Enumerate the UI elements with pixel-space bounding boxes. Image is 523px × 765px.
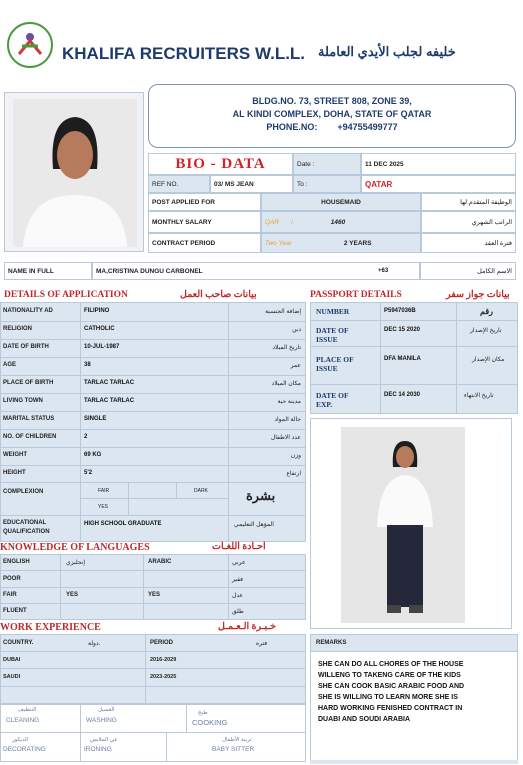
complexion-label: COMPLEXION [3, 489, 44, 495]
remarks-line: HARD WORKING FENISHED CONTRACT IN [318, 705, 463, 712]
arabic-arabic: عربي [232, 560, 246, 566]
languages-title: KNOWLEDGE OF LANGUAGES [0, 542, 150, 553]
experience-row-2-country: SAUDI [3, 674, 21, 680]
weight-value: 69 KG [84, 452, 102, 458]
passport-number: P5947036B [384, 308, 416, 314]
passport-title: PASSPORT DETAILS [310, 290, 402, 300]
skill-babysitter: BABY SITTER [212, 746, 255, 753]
period-value-cell [261, 233, 421, 253]
height-value: 5'2 [84, 470, 93, 476]
marital-status-value: SINGLE [84, 416, 107, 422]
place-of-birth-value: TARLAC TARLAC [84, 380, 135, 386]
passport-number-label: NUMBER [316, 307, 350, 316]
education-value: HIGH SCHOOL GRADUATE [84, 521, 162, 527]
age-value: 38 [84, 362, 91, 368]
ref-value: 03/ MS JEAN [210, 175, 293, 193]
post-value: HOUSEMAID [261, 193, 421, 211]
children-label: NO. OF CHILDREN [3, 434, 57, 440]
skill-washing: WASHING [86, 717, 117, 724]
salary-value: 1460 [330, 218, 346, 226]
issue-place-arabic: مكان الإصدار [472, 357, 505, 363]
nationality-value: FILIPINO [84, 308, 110, 314]
remarks-text [318, 659, 464, 725]
remarks-line: SHE IS WILLING TO LEARN MORE SHE IS [318, 694, 458, 701]
passport-photo [4, 92, 144, 252]
name-arabic: الاسم الكامل [420, 262, 516, 280]
currency-slash: /. [291, 218, 295, 226]
remarks-line: SHE CAN DO ALL CHORES OF THE HOUSE [318, 661, 464, 668]
living-town-arabic: مدينة حية [277, 399, 301, 405]
education-arabic: المؤهل التعليمي [234, 522, 274, 528]
nationality-label: NATIONALITY AD [3, 308, 53, 314]
date-label: Date : [293, 153, 361, 175]
arabic-fair-value: YES [148, 592, 161, 598]
skill-babysitter-arabic: تربية الأطفال [222, 737, 252, 743]
issue-date-arabic: تاريخ الإصدار [470, 328, 502, 334]
application-title: DETAILS OF APPLICATION [4, 290, 128, 300]
issue-date-label: DATE OF ISSUE [316, 326, 349, 344]
remarks-footer-bar [310, 760, 518, 764]
skill-cooking-arabic: طبخ [198, 710, 208, 716]
skill-decorating: DECORATING [3, 746, 46, 753]
height-label: HEIGHT [3, 470, 26, 476]
period-hint: Two Year [265, 239, 292, 247]
age-arabic: عمر [290, 363, 301, 369]
issue-place: DFA MANILA [384, 356, 421, 362]
company-logo [7, 22, 53, 68]
place-of-birth-label: PLACE OF BIRTH [3, 380, 54, 386]
issue-place-label: PLACE OF ISSUE [316, 355, 354, 373]
ref-label: REF NO. [148, 175, 210, 193]
company-name: KHALIFA RECRUITERS W.L.L. [62, 44, 306, 63]
age-label: AGE [3, 362, 17, 368]
period-label: CONTRACT PERIOD [148, 233, 261, 253]
religion-arabic: دين [292, 327, 301, 333]
application-table [0, 302, 306, 542]
lang-level-poor: POOR [3, 576, 21, 582]
living-town-value: TARLAC TARLAC [84, 398, 135, 404]
marital-status-label: MARITAL STATUS [3, 416, 55, 422]
address-line-1: BLDG.NO. 73, STREET 808, ZONE 39, [252, 96, 412, 106]
experience-row-1-period: 2016-2029 [150, 657, 177, 663]
expiry-date: DEC 14 2030 [384, 392, 421, 398]
remarks-label: REMARKS [316, 640, 347, 646]
phone-line: PHONE.NO: +94755499777 [266, 122, 398, 132]
education-label-1: EDUCATIONAL [3, 520, 47, 526]
experience-country-arabic: دولة. [88, 641, 101, 647]
expiry-date-label: DATE OF EXP. [316, 391, 349, 409]
lang-level-poor-arabic: فقير [232, 577, 244, 583]
post-label: POST APPLIED FOR [148, 193, 261, 211]
english-label: ENGLISH [3, 559, 30, 565]
address-box [148, 84, 516, 148]
education-label-2: QUALIFICATION [3, 529, 50, 535]
experience-row-1-country: DUBAI [3, 657, 21, 663]
period-arabic: فترة العقد [421, 233, 516, 253]
complexion-arabic: بشرة [246, 488, 276, 503]
experience-title: WORK EXPERIENCE [0, 622, 101, 633]
experience-period-arabic: فترة [256, 641, 268, 647]
to-value: QATAR [361, 175, 516, 193]
skill-decorating-arabic: الديكور [12, 737, 29, 743]
weight-label: WEIGHT [3, 452, 27, 458]
date-value: 11 DEC 2025 [361, 153, 516, 175]
lang-level-fluent: FLUENT [3, 608, 27, 614]
currency: QAR [265, 218, 280, 226]
date-of-birth-value: 10-JUL-1987 [84, 344, 120, 350]
place-of-birth-arabic: مكان الميلاد [271, 381, 301, 387]
children-arabic: عدد الاطفال [270, 435, 301, 441]
date-of-birth-label: DATE OF BIRTH [3, 344, 49, 350]
lang-level-fair-arabic: عدل [232, 593, 244, 599]
expiry-date-arabic: تاريخ الانتهاء [464, 393, 494, 399]
experience-row-2-period: 2023-2025 [150, 674, 177, 680]
english-arabic: إنجليزي [66, 560, 86, 566]
experience-title-arabic: خـبـرة الـعـمـل [218, 622, 277, 632]
remarks-line: WILLENG TO TAKENG CARE OF THE KIDS [318, 672, 461, 679]
to-label: To : [293, 175, 361, 193]
marital-status-arabic: حالة المواد [274, 417, 301, 423]
skill-cleaning-arabic: التنظيف [18, 707, 37, 713]
skill-ironing-arabic: غي الملابس [90, 737, 118, 743]
experience-period-label: PERIOD [150, 640, 174, 646]
period-value: 2 YEARS [343, 239, 372, 247]
complexion-fair: FAIR [98, 488, 110, 494]
living-town-label: LIVING TOWN [3, 398, 43, 404]
name-label: NAME IN FULL [4, 262, 92, 280]
address-line-2: AL KINDI COMPLEX, DOHA, STATE OF QATAR [232, 109, 432, 119]
bio-data-title: BIO - DATA [148, 153, 293, 175]
nationality-arabic: إضافة الجنسية [265, 309, 301, 315]
religion-label: RELIGION [3, 326, 33, 332]
arabic-label: ARABIC [148, 559, 172, 565]
passport-number-arabic: رقم [480, 307, 494, 316]
complexion-dark: DARK [194, 488, 208, 494]
remarks-line: SHE CAN COOK BASIC ARABIC FOOD AND [318, 683, 465, 690]
complexion-yes: YES [98, 504, 109, 510]
religion-value: CATHOLIC [84, 326, 115, 332]
company-name-arabic: خليفه لجلب الأيدي العاملة [318, 44, 456, 59]
application-title-arabic: بيانات صاحب العمل [180, 290, 257, 300]
skill-ironing: IRONING [84, 746, 112, 753]
issue-date: DEC 15 2020 [384, 327, 421, 333]
height-arabic: ارتفاع [286, 471, 301, 477]
weight-arabic: وزن [290, 453, 301, 459]
name-value: MA,CRISTINA DUNGU CARBONEL [92, 262, 420, 280]
experience-country-label: COUNTRY. [3, 640, 34, 646]
languages-title-arabic: احـادة اللغـات [212, 542, 266, 552]
date-of-birth-arabic: تاريخ الميلاد [272, 345, 301, 351]
lang-level-fair: FAIR [3, 592, 17, 598]
passport-title-arabic: بيانات جواز سفر [446, 290, 510, 300]
skill-washing-arabic: الغسيل [98, 707, 115, 713]
skills-table [0, 704, 306, 762]
country-code: +63 [378, 268, 389, 274]
post-arabic: الوظيفة المتقدم لها [421, 193, 516, 211]
full-body-photo [310, 418, 512, 629]
salary-arabic: الراتب الشهري [421, 211, 516, 233]
english-fair-value: YES [66, 592, 79, 598]
salary-value-cell [261, 211, 421, 233]
lang-level-fluent-arabic: طلق [232, 609, 244, 615]
salary-label: MONTHLY SALARY [148, 211, 261, 233]
remarks-line: DUABI AND SOUDI ARABIA [318, 716, 411, 723]
children-value: 2 [84, 434, 88, 440]
skill-cleaning: CLEANING [6, 717, 40, 724]
skill-cooking: COOKING [192, 718, 228, 727]
